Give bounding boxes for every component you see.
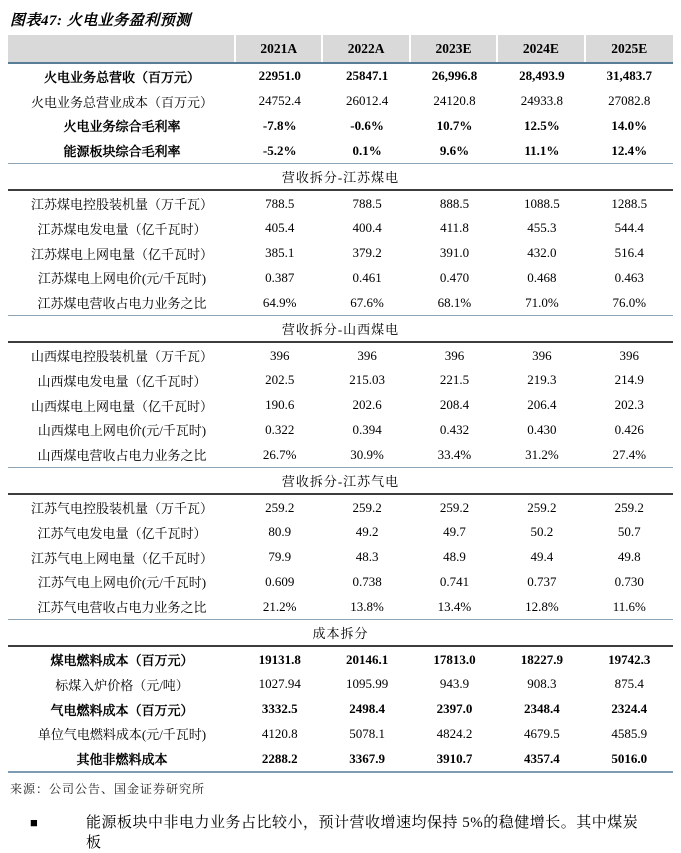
table-row bbox=[8, 495, 673, 520]
cell-value: 49.8 bbox=[617, 549, 641, 565]
cell-value: 202.5 bbox=[265, 372, 295, 388]
profit-forecast-table bbox=[8, 35, 673, 773]
cell-value: 26012.4 bbox=[345, 93, 389, 109]
row-label: 江苏煤电上网电价(元/千瓦时) bbox=[37, 271, 207, 287]
cell-value: 202.3 bbox=[614, 397, 644, 413]
cell-value: 31.2% bbox=[525, 446, 559, 462]
cell-value: 31,483.7 bbox=[606, 68, 652, 84]
cell-value: 0.738 bbox=[352, 573, 382, 589]
cell-value: 875.4 bbox=[614, 676, 644, 692]
cell-value: 1088.5 bbox=[523, 195, 560, 211]
cell-value: 22951.0 bbox=[258, 68, 301, 84]
cell-value: 391.0 bbox=[439, 245, 470, 261]
row-label: 山西煤电发电量（亿千瓦时） bbox=[37, 373, 207, 389]
cell-value: 50.2 bbox=[530, 524, 554, 540]
table-row bbox=[8, 241, 673, 266]
table-row bbox=[8, 594, 673, 619]
cell-value: 28,493.9 bbox=[519, 68, 565, 84]
cell-value: 2397.0 bbox=[436, 701, 473, 717]
cell-value: 3367.9 bbox=[349, 750, 385, 766]
cell-value: 3910.7 bbox=[436, 750, 473, 766]
table-row bbox=[8, 216, 673, 241]
row-label: 山西煤电控股装机量（万千瓦） bbox=[30, 349, 213, 365]
cell-value: 71.0% bbox=[525, 294, 559, 310]
header-year-cell: 2021A bbox=[236, 35, 323, 62]
cell-value: 219.3 bbox=[527, 372, 557, 388]
row-label: 江苏煤电营收占电力业务之比 bbox=[37, 296, 207, 312]
cell-value: 208.4 bbox=[439, 397, 470, 413]
cell-value: 259.2 bbox=[527, 499, 557, 515]
cell-value: 4120.8 bbox=[261, 725, 298, 741]
cell-value: 13.8% bbox=[350, 598, 384, 614]
cell-value: 4679.5 bbox=[523, 725, 560, 741]
cell-value: 1288.5 bbox=[611, 195, 648, 211]
table-row bbox=[8, 368, 673, 393]
cell-value: 544.4 bbox=[614, 220, 644, 236]
cell-value: 1027.94 bbox=[258, 676, 301, 692]
bullet-square-icon: ■ bbox=[30, 815, 38, 831]
row-label: 山西煤电上网电价(元/千瓦时) bbox=[37, 423, 207, 439]
cell-value: 68.1% bbox=[437, 294, 472, 310]
cell-value: 25847.1 bbox=[345, 68, 389, 84]
row-label: 火电业务综合毛利率 bbox=[63, 119, 181, 135]
row-label: 江苏煤电控股装机量（万千瓦） bbox=[30, 197, 213, 213]
table-row bbox=[8, 266, 673, 291]
cell-value: 1095.99 bbox=[345, 676, 389, 692]
cell-value: 11.1% bbox=[524, 142, 560, 158]
row-label: 山西煤电上网电量（亿千瓦时） bbox=[30, 398, 213, 414]
table-row bbox=[8, 343, 673, 368]
cell-value: 0.463 bbox=[614, 269, 644, 285]
cell-value: 405.4 bbox=[265, 220, 295, 236]
cell-value: 9.6% bbox=[439, 142, 470, 158]
cell-value: 2288.2 bbox=[261, 750, 298, 766]
cell-value: 27082.8 bbox=[608, 93, 651, 109]
cell-value: 12.4% bbox=[611, 142, 648, 158]
cell-value: 48.3 bbox=[355, 549, 379, 565]
cell-value: 13.4% bbox=[437, 598, 472, 614]
row-label: 江苏气电发电量（亿千瓦时） bbox=[37, 525, 207, 541]
row-label: 江苏气电上网电价(元/千瓦时) bbox=[37, 575, 207, 591]
cell-value: 379.2 bbox=[352, 245, 382, 261]
cell-value: 49.7 bbox=[443, 524, 466, 540]
cell-value: 206.4 bbox=[527, 397, 557, 413]
row-label: 其他非燃料成本 bbox=[76, 752, 168, 768]
cell-value: 26,996.8 bbox=[431, 68, 478, 84]
table-row bbox=[8, 290, 673, 315]
row-label: 能源板块综合毛利率 bbox=[63, 144, 181, 160]
cell-value: 908.3 bbox=[527, 676, 557, 692]
header-year-cell: 2022A bbox=[323, 35, 410, 62]
table-row bbox=[8, 114, 673, 139]
cell-value: 0.730 bbox=[614, 573, 644, 589]
cell-value: 48.9 bbox=[443, 549, 466, 565]
table-header-row bbox=[8, 35, 673, 64]
cell-value: 0.432 bbox=[439, 421, 470, 437]
cell-value: 0.1% bbox=[352, 142, 382, 158]
cell-value: 21.2% bbox=[262, 598, 297, 614]
cell-value: 26.7% bbox=[262, 446, 297, 462]
cell-value: 0.387 bbox=[265, 269, 295, 285]
footnote-paragraph bbox=[30, 813, 653, 853]
cell-value: 3332.5 bbox=[261, 701, 298, 717]
cell-value: 10.7% bbox=[436, 117, 473, 133]
section-header: 营收拆分-江苏煤电 bbox=[8, 163, 673, 191]
row-label: 江苏气电上网电量（亿千瓦时） bbox=[30, 550, 213, 566]
cell-value: 0.737 bbox=[527, 573, 557, 589]
table-row bbox=[8, 520, 673, 545]
row-label: 江苏煤电发电量（亿千瓦时） bbox=[37, 221, 207, 237]
cell-value: 190.6 bbox=[265, 397, 295, 413]
table-row bbox=[8, 722, 673, 747]
cell-value: 30.9% bbox=[350, 446, 384, 462]
header-year-cell: 2025E bbox=[586, 35, 673, 62]
cell-value: 4824.2 bbox=[436, 725, 473, 741]
cell-value: 214.9 bbox=[614, 372, 644, 388]
row-label: 气电燃料成本（百万元） bbox=[50, 702, 194, 718]
cell-value: 259.2 bbox=[352, 499, 382, 515]
figure-title: 图表47: 火电业务盈利预测 bbox=[10, 13, 191, 29]
section-header: 成本拆分 bbox=[8, 619, 673, 647]
cell-value: 0.461 bbox=[352, 269, 382, 285]
table-row bbox=[8, 545, 673, 570]
cell-value: 943.9 bbox=[439, 676, 470, 692]
cell-value: 396 bbox=[532, 347, 552, 363]
cell-value: -7.8% bbox=[262, 117, 297, 133]
cell-value: 12.5% bbox=[523, 117, 560, 133]
table-row bbox=[8, 393, 673, 418]
table-row bbox=[8, 89, 673, 114]
cell-value: 396 bbox=[357, 347, 377, 363]
cell-value: 0.394 bbox=[352, 421, 382, 437]
cell-value: -5.2% bbox=[262, 142, 297, 158]
cell-value: 27.4% bbox=[612, 446, 647, 462]
cell-value: 11.6% bbox=[612, 598, 646, 614]
cell-value: -0.6% bbox=[350, 117, 384, 133]
cell-value: 2324.4 bbox=[611, 701, 648, 717]
row-label: 火电业务总营收（百万元） bbox=[43, 69, 200, 85]
row-label: 江苏煤电上网电量（亿千瓦时） bbox=[30, 246, 213, 262]
cell-value: 396 bbox=[269, 347, 290, 363]
row-label: 单位气电燃料成本(元/千瓦时) bbox=[37, 727, 207, 743]
cell-value: 788.5 bbox=[352, 195, 382, 211]
row-label: 火电业务总营业成本（百万元） bbox=[30, 94, 213, 110]
cell-value: 215.03 bbox=[349, 372, 385, 388]
header-year-cell: 2023E bbox=[411, 35, 498, 62]
section-header: 营收拆分-山西煤电 bbox=[8, 315, 673, 343]
table-row bbox=[8, 570, 673, 595]
table-row bbox=[8, 442, 673, 467]
table-row bbox=[8, 64, 673, 89]
cell-value: 202.6 bbox=[352, 397, 382, 413]
row-label: 煤电燃料成本（百万元） bbox=[50, 653, 194, 669]
row-label: 山西煤电营收占电力业务之比 bbox=[37, 448, 207, 464]
cell-value: 4585.9 bbox=[611, 725, 648, 741]
cell-value: 4357.4 bbox=[523, 750, 560, 766]
cell-value: 49.2 bbox=[355, 524, 379, 540]
table-row bbox=[8, 647, 673, 672]
cell-value: 0.470 bbox=[439, 269, 470, 285]
cell-value: 0.322 bbox=[265, 421, 295, 437]
cell-value: 788.5 bbox=[265, 195, 295, 211]
cell-value: 396 bbox=[444, 347, 465, 363]
cell-value: 2348.4 bbox=[523, 701, 560, 717]
cell-value: 64.9% bbox=[262, 294, 297, 310]
table-row bbox=[8, 697, 673, 722]
table-row bbox=[8, 418, 673, 443]
cell-value: 2498.4 bbox=[349, 701, 385, 717]
cell-value: 80.9 bbox=[268, 524, 292, 540]
cell-value: 79.9 bbox=[268, 549, 292, 565]
cell-value: 18227.9 bbox=[520, 651, 563, 667]
section-header: 营收拆分-江苏气电 bbox=[8, 467, 673, 495]
cell-value: 24752.4 bbox=[258, 93, 301, 109]
cell-value: 259.2 bbox=[614, 499, 644, 515]
row-label: 江苏气电营收占电力业务之比 bbox=[37, 600, 207, 616]
cell-value: 432.0 bbox=[527, 245, 557, 261]
cell-value: 5078.1 bbox=[349, 725, 385, 741]
cell-value: 19131.8 bbox=[258, 651, 301, 667]
cell-value: 0.426 bbox=[614, 421, 644, 437]
row-label: 江苏气电控股装机量（万千瓦） bbox=[30, 501, 213, 517]
table-row bbox=[8, 191, 673, 216]
cell-value: 259.2 bbox=[265, 499, 295, 515]
table-row bbox=[8, 746, 673, 771]
table-body bbox=[8, 64, 673, 771]
cell-value: 385.1 bbox=[265, 245, 295, 261]
cell-value: 0.468 bbox=[527, 269, 557, 285]
cell-value: 67.6% bbox=[350, 294, 384, 310]
cell-value: 888.5 bbox=[439, 195, 470, 211]
cell-value: 24933.8 bbox=[520, 93, 563, 109]
table-row bbox=[8, 672, 673, 697]
cell-value: 50.7 bbox=[617, 524, 641, 540]
cell-value: 19742.3 bbox=[608, 651, 651, 667]
cell-value: 5016.0 bbox=[611, 750, 648, 766]
cell-value: 259.2 bbox=[439, 499, 470, 515]
cell-value: 455.3 bbox=[527, 220, 557, 236]
header-label-cell bbox=[8, 35, 236, 62]
table-row bbox=[8, 138, 673, 163]
cell-value: 0.741 bbox=[439, 573, 470, 589]
cell-value: 76.0% bbox=[612, 294, 647, 310]
footnote-text: 能源板块中非电力业务占比较小，预计营收增速均保持 5%的稳健增长。其中煤炭板 bbox=[86, 815, 639, 852]
cell-value: 12.8% bbox=[525, 598, 559, 614]
cell-value: 14.0% bbox=[611, 117, 648, 133]
cell-value: 411.8 bbox=[440, 220, 469, 236]
cell-value: 0.430 bbox=[527, 421, 557, 437]
cell-value: 400.4 bbox=[352, 220, 382, 236]
cell-value: 20146.1 bbox=[345, 651, 389, 667]
cell-value: 49.4 bbox=[530, 549, 554, 565]
cell-value: 221.5 bbox=[439, 372, 470, 388]
cell-value: 17813.0 bbox=[433, 651, 476, 667]
source-note: 来源：公司公告、国金证券研究所 bbox=[10, 782, 206, 797]
cell-value: 396 bbox=[619, 347, 639, 363]
cell-value: 516.4 bbox=[614, 245, 644, 261]
cell-value: 0.609 bbox=[265, 573, 295, 589]
header-year-cell: 2024E bbox=[498, 35, 585, 62]
row-label: 标煤入炉价格（元/吨） bbox=[55, 677, 189, 693]
cell-value: 33.4% bbox=[437, 446, 472, 462]
cell-value: 24120.8 bbox=[433, 93, 476, 109]
